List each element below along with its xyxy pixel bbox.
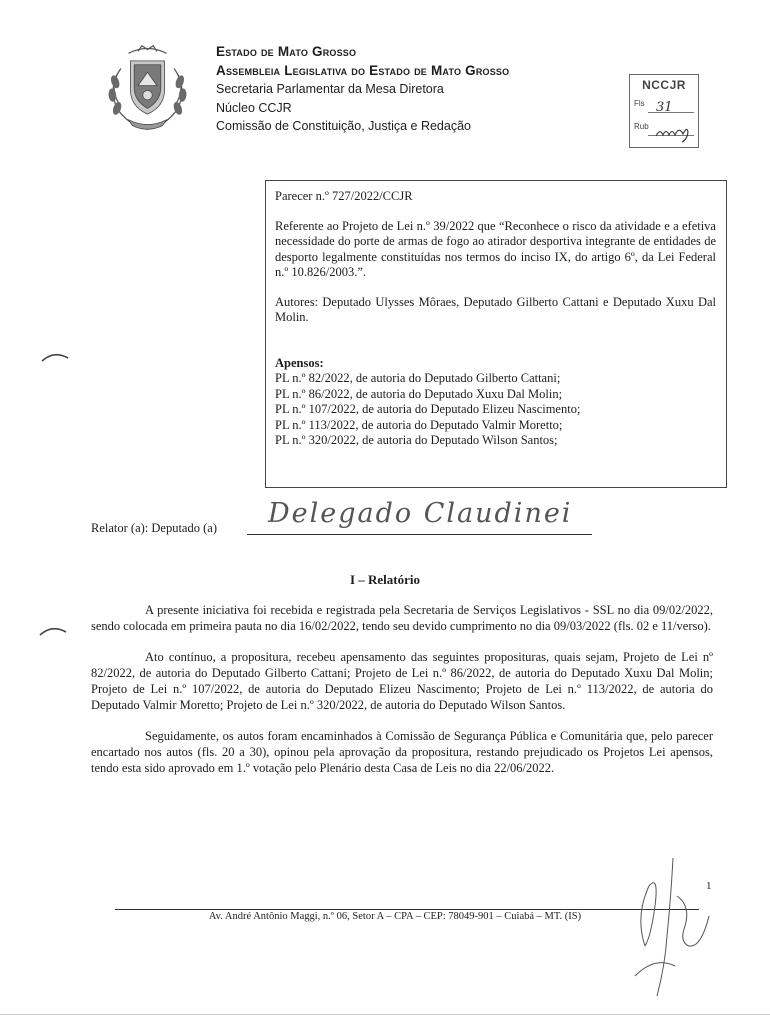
relator-label: Relator (a): Deputado (a) (91, 521, 217, 535)
autores-text: Autores: Deputado Ulysses Môraes, Deputado Gilberto Cattani e Deputado Xuxu Dal Molin. (275, 294, 716, 324)
footer-address: Av. André Antônio Maggi, n.º 06, Setor A – CPA – CEP: 78049-901 – Cuiabá – MT. (IS) (208, 911, 582, 922)
punch-hole-mark-icon (40, 348, 70, 364)
punch-hole-mark-icon (38, 622, 68, 638)
parecer-number: Parecer n.º 727/2022/CCJR (275, 189, 413, 203)
stamp-rub-row (630, 122, 698, 138)
summary-box (265, 180, 727, 488)
paragraph: Seguidamente, os autos foram encaminhados à Comissão de Segurança Pública e Comunitária que, pelo parecer encartado nos autos (fls. 20 a 30), opinou pela aprovação da propositura, restando prejudicado os Projetos Lei apensos, tendo esta sido aprovado em 1.º votação pelo Plenário desta Casa de Leis no dia 22/06/2022. (91, 729, 713, 775)
stamp-fls-value: 31 (656, 100, 673, 115)
stamp-title: NCCJR (642, 78, 686, 92)
page-bottom-edge (0, 1014, 770, 1015)
referente-text: Referente ao Projeto de Lei n.º 39/2022 que “Reconhece o risco da atividade e a efetiva necessidade do porte de armas de fogo ao atirador desportiva integrante de entidades de desporto legalmente constituídas nos termos do inciso IX, do artigo 6º, da Lei Federal n.º 10.826/2003.”. (275, 218, 716, 279)
state-name: Estado de Mato Grosso (216, 44, 357, 59)
protocol-stamp (629, 74, 699, 148)
relator-signature: Delegado Claudinei (268, 498, 573, 529)
footer-rule (115, 909, 699, 910)
apenso-item: PL n.º 82/2022, de autoria do Deputado Gilberto Cattani; (275, 371, 561, 385)
nucleus-name: Núcleo CCJR (216, 100, 292, 115)
letterhead (216, 42, 616, 136)
assembly-name: Assembleia Legislativa do Estado de Mato Grosso (216, 63, 510, 78)
apenso-item: PL n.º 320/2022, de autoria do Deputado Wilson Santos; (275, 433, 558, 447)
state-coat-of-arms-icon (100, 40, 195, 135)
page-number: 1 (706, 880, 712, 892)
paragraph: Ato contínuo, a propositura, recebeu apensamento das seguintes proposituras, quais sejam, Projeto de Lei nº 82/2022, de autoria do Deputado Gilberto Cattani; Projeto de Lei n.º 86/2022, de autoria do Deputado Xuxu Dal Molin; Projeto de Lei n.º 107/2022, de autoria do Deputado Elizeu Nascimento; Projeto de Lei n.º 113/2022, de autoria do Deputado Valmir Moretto; Projeto de Lei n.º 320/2022, de autoria do Deputado Wilson Santos. (91, 650, 713, 712)
relator-signature-line (247, 534, 592, 535)
apenso-item: PL n.º 86/2022, de autoria do Deputado Xuxu Dal Molin; (275, 386, 563, 401)
commission-name: Comissão de Constituição, Justiça e Redação (216, 119, 471, 133)
secretariat-name: Secretaria Parlamentar da Mesa Diretora (216, 82, 444, 96)
apensos-title: Apensos: (275, 355, 324, 370)
apenso-item: PL n.º 113/2022, de autoria do Deputado Valmir Moretto; (275, 417, 563, 432)
handwritten-rubric-icon (615, 856, 715, 1006)
stamp-fls-label: Fls (634, 99, 645, 108)
stamp-rubric-icon (654, 122, 692, 144)
section-title: I – Relatório (349, 572, 421, 587)
report-body (91, 602, 713, 791)
stamp-rub-label: Rub (634, 122, 649, 131)
paragraph: A presente iniciativa foi recebida e registrada pela Secretaria de Serviços Legislativos - SSL no dia 09/02/2022, sendo colocada em primeira pauta no dia 16/02/2022, tendo seu devido cumprimento no dia 09/03/2022 (fls. 02 e 11/verso). (91, 603, 713, 633)
apenso-item: PL n.º 107/2022, de autoria do Deputado Elizeu Nascimento; (275, 402, 581, 416)
stamp-fls-row (630, 99, 698, 115)
